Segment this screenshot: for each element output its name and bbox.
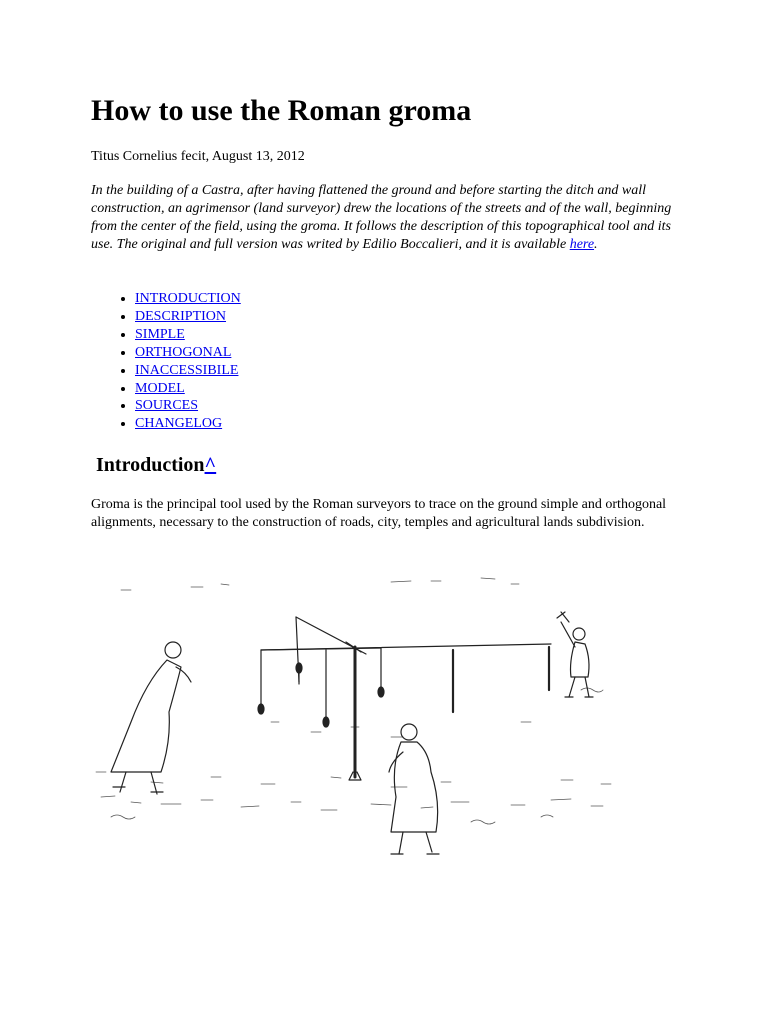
left-surveyor-figure — [111, 642, 191, 794]
toc-link-simple[interactable]: SIMPLE — [135, 326, 185, 342]
toc-link-description[interactable]: DESCRIPTION — [135, 308, 227, 324]
section-heading-introduction — [96, 452, 216, 478]
toc-link-changelog[interactable]: CHANGELOG — [135, 416, 223, 432]
toc-item-introduction — [135, 290, 241, 308]
page-title: How to use the Roman groma — [91, 94, 472, 127]
section-heading-text: Introduction — [96, 454, 205, 476]
toc-link-model[interactable]: MODEL — [135, 380, 185, 396]
toc-link-introduction[interactable]: INTRODUCTION — [135, 291, 241, 306]
groma-instrument — [258, 617, 384, 780]
center-surveyor-figure — [389, 724, 439, 854]
toc-item-simple — [135, 326, 241, 344]
intro-end: . — [594, 237, 598, 252]
toc-link-inaccessibile[interactable]: INACCESSIBILE — [135, 362, 239, 378]
toc-item-orthogonal — [135, 344, 241, 362]
toc-item-description — [135, 308, 241, 326]
intro-paragraph — [91, 182, 681, 254]
groma-illustration — [91, 572, 631, 872]
toc-link-orthogonal[interactable]: ORTHOGONAL — [135, 344, 232, 360]
right-worker-figure — [557, 612, 593, 697]
byline: Titus Cornelius fecit, August 13, 2012 — [91, 149, 305, 164]
toc-link-sources[interactable]: SOURCES — [135, 398, 199, 414]
here-link[interactable]: here — [569, 237, 595, 252]
toc-item-inaccessibile — [135, 362, 241, 380]
introduction-paragraph: Groma is the principal tool used by the Roman surveyors to trace on the ground simple and orthogonal alignments, necessary to the construction of roads, city, temples and agricultural lands subdivision. — [91, 497, 667, 530]
table-of-contents — [91, 290, 241, 433]
back-to-top-link[interactable]: ^ — [204, 454, 217, 476]
intro-text: In the building of a Castra, after having flattened the ground and before starting the ditch and wall construction, an agrimensor (land surveyor) drew the locations of the streets and of the wall, beginning from the center of the field, using the groma. It follows the description of this topographical tool and its use. The original and full version was writed by Edilio Boccalieri, and it is available — [91, 183, 672, 252]
toc-item-changelog — [135, 415, 241, 433]
toc-item-model — [135, 380, 241, 398]
toc-item-sources — [135, 397, 241, 415]
